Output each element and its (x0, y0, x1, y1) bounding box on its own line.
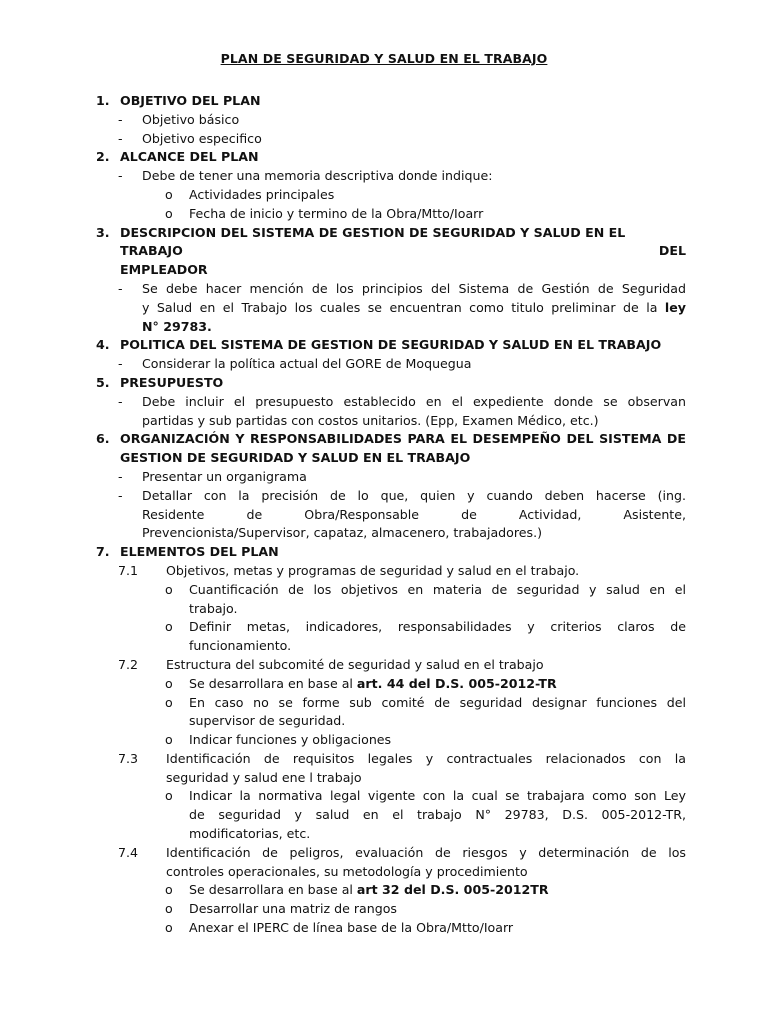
list-item: - Objetivo especifico (0, 130, 768, 149)
section-1-heading (0, 92, 768, 111)
document-title: PLAN DE SEGURIDAD Y SALUD EN EL TRABAJO (220, 51, 548, 66)
section-title: ALCANCE DEL PLAN (120, 149, 259, 165)
circle-bullet: o (165, 186, 173, 202)
section-title: OBJETIVO DEL PLAN (120, 93, 261, 108)
section-number: 2. (96, 149, 110, 165)
section-title: ELEMENTOS DEL PLAN (120, 544, 279, 560)
section-title: PRESUPUESTO (120, 374, 224, 390)
sub-list-item: o En caso no se forme sub comité de seguridad designar funciones del supervisor de seguridad. (165, 694, 686, 729)
subsection-7-2: 7.2 Estructura del subcomité de seguridad y salud en el trabajo (0, 656, 768, 675)
section-number: 1. (96, 93, 110, 108)
subsection-7-3: 7.3 Identificación de requisitos legales y contractuales relacionados con la seguridad y salud ene l trabajo (118, 750, 686, 785)
dash-bullet: - (118, 130, 123, 146)
section-4-heading (0, 336, 768, 355)
subsection-number: 7.2 (118, 656, 139, 672)
circle-bullet: o (165, 901, 173, 917)
sub-list-item: o Indicar la normativa legal vigente con la cual se trabajara como son Ley de seguridad y salud en el trabajo N° 29783, D.S. 005-2012-TR, modificatorias, etc. (165, 788, 686, 842)
section-7-heading (0, 543, 768, 562)
circle-bullet: o (165, 920, 173, 936)
subsection-7-1: 7.1 Objetivos, metas y programas de seguridad y salud en el trabajo. (0, 562, 768, 581)
sub-list-item: o Se desarrollara en base al art. 44 del D.S. 005-2012-TR (0, 675, 768, 694)
list-item: - Se debe hacer mención de los principios del Sistema de Gestión de Seguridad y Salud en el Trabajo los cuales se encuentran como titulo preliminar de la ley N° 29783. (118, 280, 686, 334)
list-item: - Detallar con la precisión de lo que, quien y cuando deben hacerse (ing. Residente de Obra/Responsable de Actividad, Asistente, Prevencionista/Supervisor, capataz, almacenero, trabajadores.) (118, 487, 686, 541)
list-item: - Debe de tener una memoria descriptiva donde indique: (0, 167, 768, 186)
section-5-heading (0, 374, 768, 393)
sub-list-item: o Definir metas, indicadores, responsabilidades y criterios claros de funcionamiento. (165, 619, 686, 654)
sub-list-item: o Desarrollar una matriz de rangos (0, 900, 768, 919)
subsection-number: 7.4 (118, 844, 139, 860)
subsection-number: 7.1 (118, 562, 139, 578)
list-item: - Considerar la política actual del GORE de Moquegua (0, 355, 768, 374)
section-number: 7. (96, 544, 110, 560)
dash-bullet: - (118, 393, 123, 409)
dash-bullet: - (118, 356, 123, 372)
sub-list-item: o Anexar el IPERC de línea base de la Obra/Mtto/Ioarr (0, 919, 768, 938)
dash-bullet: - (118, 468, 123, 484)
section-2-heading (0, 148, 768, 167)
dash-bullet: - (118, 487, 123, 503)
circle-bullet: o (165, 788, 173, 804)
section-number: 6. (96, 431, 110, 447)
circle-bullet: o (165, 619, 173, 635)
sub-list-item: o Cuantificación de los objetivos en materia de seguridad y salud en el trabajo. (165, 581, 686, 616)
circle-bullet: o (165, 732, 173, 748)
subsection-7-4: 7.4 Identificación de peligros, evaluación de riesgos y determinación de los controles operacionales, su metodología y procedimiento (118, 844, 686, 879)
section-6-heading (0, 430, 768, 468)
section-number: 4. (96, 337, 110, 353)
list-item: - Objetivo básico (0, 111, 768, 130)
circle-bullet: o (165, 694, 173, 710)
section-title: DESCRIPCION DEL SISTEMA DE GESTION DE SEGURIDAD Y SALUD EN EL TRABAJO DEL EMPLEADOR (120, 224, 686, 278)
section-number: 3. (96, 224, 110, 240)
subsection-number: 7.3 (118, 750, 139, 766)
section-title: POLITICA DEL SISTEMA DE GESTION DE SEGURIDAD Y SALUD EN EL TRABAJO (120, 337, 662, 353)
section-number: 5. (96, 374, 110, 390)
circle-bullet: o (165, 581, 173, 597)
sub-list-item: o Fecha de inicio y termino de la Obra/Mtto/Ioarr (0, 205, 768, 224)
document-body (0, 92, 768, 938)
section-title: ORGANIZACIÓN Y RESPONSABILIDADES PARA EL DESEMPEÑO DEL SISTEMA DE GESTION DE SEGURIDAD Y SALUD EN EL TRABAJO (120, 431, 686, 466)
list-item: - Debe incluir el presupuesto establecido en el expediente donde se observan partidas y sub partidas con costos unitarios. (Epp, Examen Médico, etc.) (118, 393, 686, 428)
list-item: - Presentar un organigrama (0, 468, 768, 487)
circle-bullet: o (165, 205, 173, 221)
dash-bullet: - (118, 168, 123, 184)
section-3-heading (0, 224, 768, 280)
dash-bullet: - (118, 280, 123, 296)
sub-list-item: o Indicar funciones y obligaciones (0, 731, 768, 750)
dash-bullet: - (118, 111, 123, 127)
circle-bullet: o (165, 882, 173, 898)
sub-list-item: o Actividades principales (0, 186, 768, 205)
circle-bullet: o (165, 675, 173, 691)
sub-list-item: o Se desarrollara en base al art 32 del D.S. 005-2012TR (0, 881, 768, 900)
